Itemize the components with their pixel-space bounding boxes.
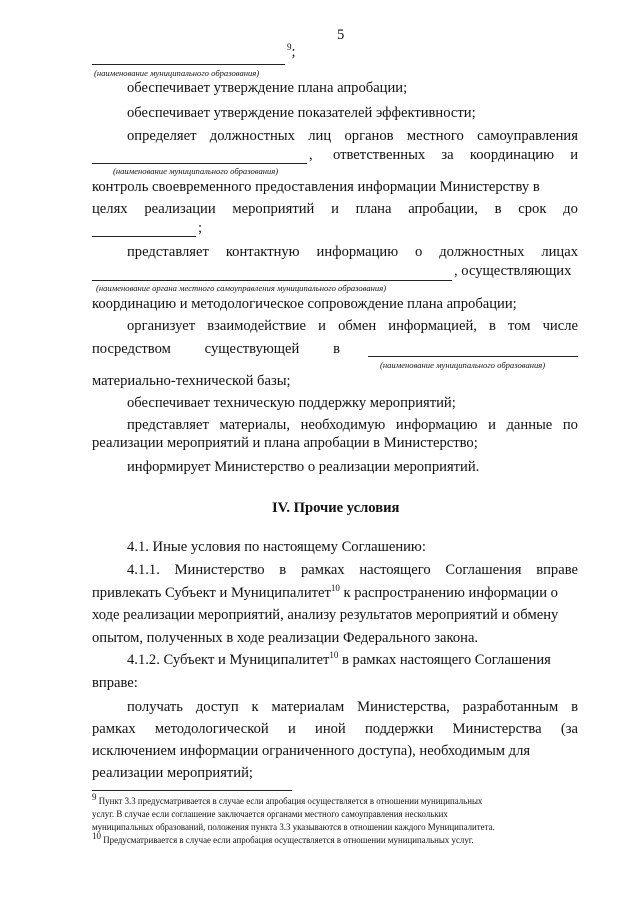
para-tech-support: обеспечивает техническую поддержку мероприятий;	[127, 395, 456, 411]
clause-4-1-1-line4: опытом, полученных в ходе реализации Федерального закона.	[92, 630, 479, 646]
para-contact-line3: координацию и методологическое сопровождение плана апробации;	[92, 296, 517, 312]
footnote-9-line3: муниципальных образований, положения пункта 3.3 указываются в отношении каждого Муниципалитета.	[92, 822, 495, 832]
para-officials-line2: ответственных за координацию и	[333, 147, 578, 163]
para-inform: информирует Министерство о реализации мероприятий.	[127, 459, 480, 475]
para-materials-line1: представляет материалы, необходимую информацию и данные по	[127, 417, 578, 433]
clause-4-1: 4.1. Иные условия по настоящему Соглашению:	[127, 539, 426, 555]
footnote-9-line1: $^9$ Пункт 3.3 предусматривается в случае если апробация осуществляется в отношении муниципальных	[92, 792, 483, 806]
clause-4-1-2-line2: вправе:	[92, 675, 138, 691]
footnote-10: $^{10}$ Предусматривается в случае если апробация осуществляется в отношении муниципальных услуг.	[92, 831, 474, 845]
section-title: IV. Прочие условия	[272, 500, 400, 516]
blank-municipality-line-3	[368, 356, 578, 357]
para-contact-line2: , осуществляющих	[454, 263, 572, 279]
para-materials-line2: реализации мероприятий и плана апробации в Министерство;	[92, 435, 478, 451]
municipality-caption: (наименование муниципального образования)	[94, 68, 260, 78]
blank-deadline-line	[92, 236, 196, 237]
clause-access-line3: исключением информации ограниченного доступа), необходимым для	[92, 743, 531, 759]
clause-access-line4: реализации мероприятий;	[92, 765, 253, 781]
para-officials-line3: контроль своевременного предоставления информации Министерству в	[92, 179, 540, 195]
deadline-semicolon: ;	[198, 220, 203, 236]
para-cooperation-line3: материально-технической базы;	[92, 373, 291, 389]
clause-access-line1: получать доступ к материалам Министерства, разработанным в	[127, 699, 578, 715]
municipality-caption-2: (наименование муниципального образования)	[113, 166, 279, 176]
para-approve-plan: обеспечивает утверждение плана апробации;	[127, 80, 408, 96]
footnote-9-line2: услуг. В случае если соглашение заключается органами местного самоуправления нескольких	[92, 809, 448, 819]
para-officials-line1: определяет должностных лиц органов местного самоуправления	[127, 128, 578, 144]
page-number: 5	[337, 27, 345, 43]
clause-4-1-1-line3: ходе реализации мероприятий, анализу результатов мероприятий и обмену	[92, 607, 559, 623]
clause-access-line2: рамках методологической и иной поддержки Министерства (за	[92, 721, 578, 737]
municipality-caption-3: (наименование муниципального образования)	[380, 360, 546, 370]
para-officials-line4: целях реализации мероприятий и плана апробации, в срок до	[92, 201, 578, 217]
footnote-ref-9: $^9$;	[287, 42, 296, 60]
clause-4-1-1-line2: привлекать Субъект и Муниципалитет$^{10}$ к распространению информации о	[92, 583, 558, 601]
para-approve-indicators: обеспечивает утверждение показателей эффективности;	[127, 105, 476, 121]
clause-4-1-1-line1: 4.1.1. Министерство в рамках настоящего Соглашения вправе	[127, 562, 578, 578]
blank-municipality-line-2	[92, 163, 307, 164]
clause-4-1-2-line1: 4.1.2. Субъект и Муниципалитет$^{10}$ в рамках настоящего Соглашения	[127, 650, 551, 668]
blank-municipality-line	[92, 64, 285, 65]
para-cooperation-line1: организует взаимодействие и обмен информацией, в том числе	[127, 318, 578, 334]
para-cooperation-line2: посредством существующей в	[92, 341, 340, 357]
local-gov-caption: (наименование органа местного самоуправления муниципального образования)	[96, 283, 387, 293]
comma: ,	[309, 147, 313, 163]
para-contact-line1: представляет контактную информацию о должностных лицах	[127, 244, 578, 260]
blank-local-gov-line	[92, 280, 452, 281]
footnote-separator	[92, 790, 292, 791]
